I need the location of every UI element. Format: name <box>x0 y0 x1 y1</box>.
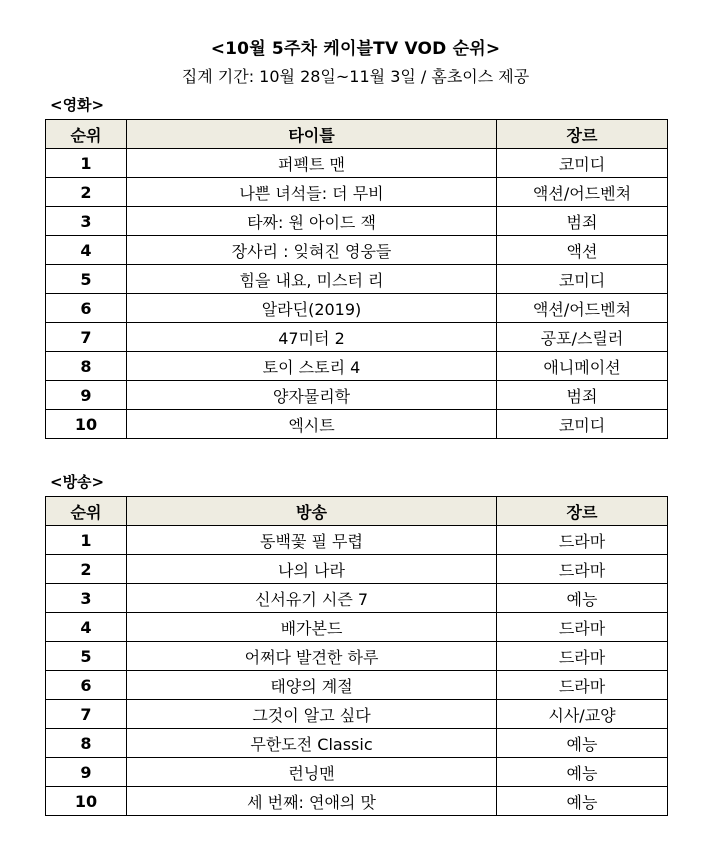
title-cell: 세 번째: 연애의 맛 <box>127 787 497 816</box>
rank-cell: 1 <box>46 149 127 178</box>
page-subtitle: 집계 기간: 10월 28일~11월 3일 / 홈초이스 제공 <box>181 67 530 86</box>
table-row <box>46 381 668 410</box>
column-header-title: 타이틀 <box>127 120 497 149</box>
table-row <box>46 323 668 352</box>
table-row <box>46 729 668 758</box>
genre-cell: 드라마 <box>497 613 668 642</box>
rank-cell: 8 <box>46 729 127 758</box>
genre-cell: 애니메이션 <box>497 352 668 381</box>
broadcast-table <box>45 496 668 816</box>
title-cell: 런닝맨 <box>127 758 497 787</box>
table-row <box>46 265 668 294</box>
genre-cell: 코미디 <box>497 410 668 439</box>
table-row <box>46 700 668 729</box>
column-header-program: 방송 <box>127 497 497 526</box>
rank-cell: 3 <box>46 207 127 236</box>
table-row <box>46 236 668 265</box>
table-row <box>46 584 668 613</box>
table-row <box>46 352 668 381</box>
table-row <box>46 671 668 700</box>
genre-cell: 드라마 <box>497 642 668 671</box>
broadcast-section-label: <방송> <box>50 473 105 491</box>
rank-cell: 6 <box>46 294 127 323</box>
genre-cell: 예능 <box>497 787 668 816</box>
rank-cell: 2 <box>46 555 127 584</box>
rank-cell: 3 <box>46 584 127 613</box>
genre-cell: 액션/어드벤쳐 <box>497 294 668 323</box>
genre-cell: 예능 <box>497 729 668 758</box>
rank-cell: 2 <box>46 178 127 207</box>
rank-cell: 6 <box>46 671 127 700</box>
genre-cell: 공포/스릴러 <box>497 323 668 352</box>
broadcast-table-body <box>46 526 668 816</box>
genre-cell: 드라마 <box>497 526 668 555</box>
genre-cell: 예능 <box>497 584 668 613</box>
genre-cell: 액션 <box>497 236 668 265</box>
movies-table <box>45 119 668 439</box>
movies-section-label: <영화> <box>50 96 105 114</box>
table-header-row <box>46 497 668 526</box>
rank-cell: 8 <box>46 352 127 381</box>
page-title: <10월 5주차 케이블TV VOD 순위> <box>210 39 501 59</box>
rank-cell: 10 <box>46 410 127 439</box>
table-row <box>46 526 668 555</box>
genre-cell: 코미디 <box>497 265 668 294</box>
table-row <box>46 149 668 178</box>
table-row <box>46 294 668 323</box>
column-header-genre: 장르 <box>497 120 668 149</box>
table-row <box>46 787 668 816</box>
rank-cell: 7 <box>46 323 127 352</box>
genre-cell: 코미디 <box>497 149 668 178</box>
title-cell: 엑시트 <box>127 410 497 439</box>
rank-cell: 10 <box>46 787 127 816</box>
table-row <box>46 555 668 584</box>
title-cell: 그것이 알고 싶다 <box>127 700 497 729</box>
title-cell: 양자물리학 <box>127 381 497 410</box>
title-cell: 무한도전 Classic <box>127 729 497 758</box>
title-cell: 배가본드 <box>127 613 497 642</box>
rank-cell: 9 <box>46 381 127 410</box>
column-header-rank: 순위 <box>46 497 127 526</box>
table-row <box>46 207 668 236</box>
title-cell: 47미터 2 <box>127 323 497 352</box>
rank-cell: 5 <box>46 642 127 671</box>
title-cell: 타짜: 원 아이드 잭 <box>127 207 497 236</box>
genre-cell: 액션/어드벤쳐 <box>497 178 668 207</box>
title-cell: 퍼펙트 맨 <box>127 149 497 178</box>
genre-cell: 범죄 <box>497 381 668 410</box>
movies-table-body <box>46 149 668 439</box>
title-cell: 어쩌다 발견한 하루 <box>127 642 497 671</box>
column-header-genre: 장르 <box>497 497 668 526</box>
table-row <box>46 613 668 642</box>
title-cell: 나의 나라 <box>127 555 497 584</box>
table-row <box>46 178 668 207</box>
table-row <box>46 758 668 787</box>
title-cell: 신서유기 시즌 7 <box>127 584 497 613</box>
title-cell: 토이 스토리 4 <box>127 352 497 381</box>
table-header-row <box>46 120 668 149</box>
genre-cell: 드라마 <box>497 671 668 700</box>
genre-cell: 시사/교양 <box>497 700 668 729</box>
genre-cell: 드라마 <box>497 555 668 584</box>
title-cell: 태양의 계절 <box>127 671 497 700</box>
rank-cell: 9 <box>46 758 127 787</box>
rank-cell: 4 <box>46 613 127 642</box>
genre-cell: 예능 <box>497 758 668 787</box>
rank-cell: 5 <box>46 265 127 294</box>
title-cell: 동백꽃 필 무렵 <box>127 526 497 555</box>
column-header-rank: 순위 <box>46 120 127 149</box>
table-row <box>46 410 668 439</box>
genre-cell: 범죄 <box>497 207 668 236</box>
title-cell: 알라딘(2019) <box>127 294 497 323</box>
rank-cell: 1 <box>46 526 127 555</box>
table-row <box>46 642 668 671</box>
title-cell: 나쁜 녀석들: 더 무비 <box>127 178 497 207</box>
title-cell: 힘을 내요, 미스터 리 <box>127 265 497 294</box>
title-cell: 장사리 : 잊혀진 영웅들 <box>127 236 497 265</box>
rank-cell: 7 <box>46 700 127 729</box>
rank-cell: 4 <box>46 236 127 265</box>
